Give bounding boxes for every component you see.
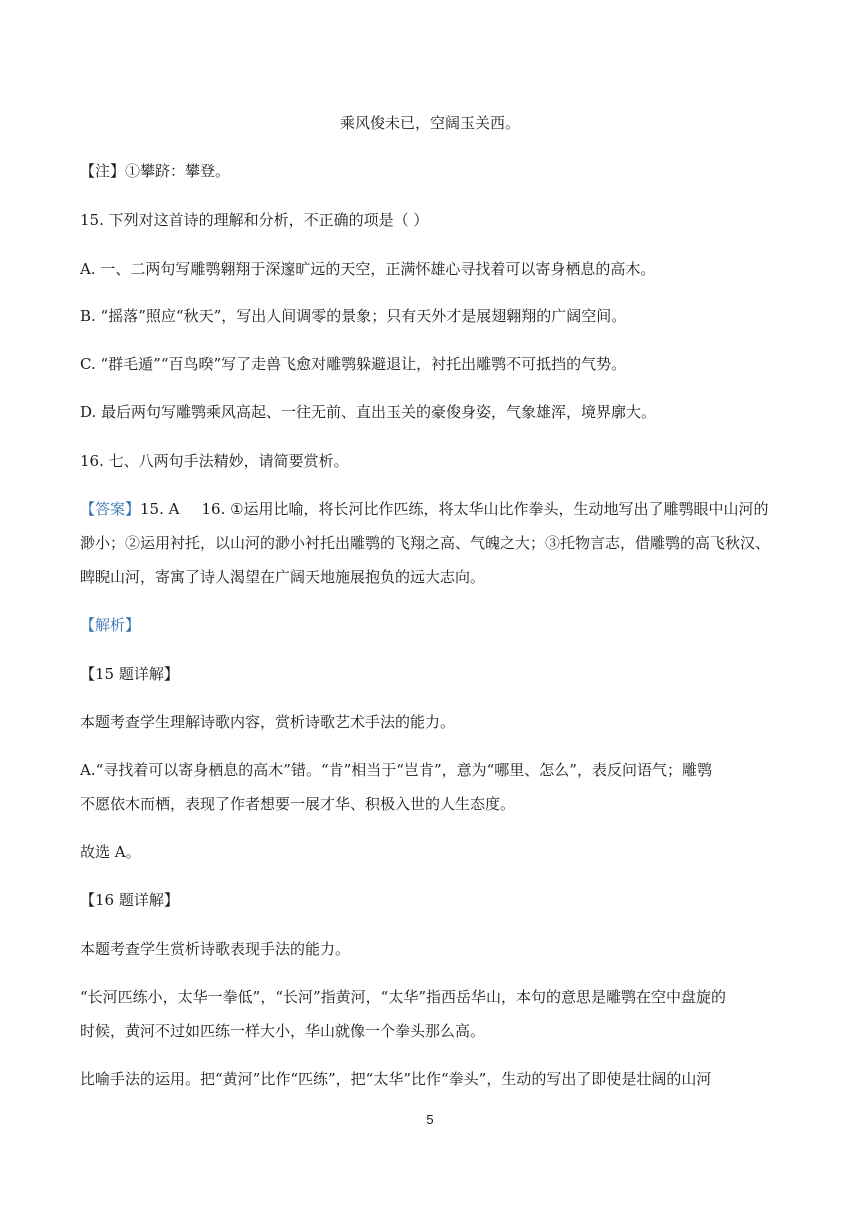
page-number: 5: [426, 1112, 434, 1127]
note: 【注】①攀跻：攀登。: [80, 162, 231, 180]
detail-15-heading: 【15 题详解】: [80, 665, 179, 683]
question-15: 15. 下列对这首诗的理解和分析，不正确的项是（ ）: [80, 211, 429, 229]
detail-16-intro: 本题考查学生赏析诗歌表现手法的能力。: [80, 940, 351, 958]
option-d: D. 最后两句写雕鹗乘风高起、一往无前、直出玉关的豪俊身姿，气象雄浑，境界廓大。: [80, 403, 657, 421]
answer-label: 【答案】: [80, 500, 141, 518]
option-b: B. “摇落”照应“秋天”，写出人间调零的景象；只有天外才是展翅翱翔的广阔空间。: [80, 307, 627, 325]
detail-16-body-3: 比喻手法的运用。把“黄河”比作“匹练”，把“太华”比作“拳头”，生动的写出了即使是壮阔的山河: [80, 1070, 712, 1088]
detail-15-conclusion: 故选 A。: [80, 843, 141, 861]
answer-16-line-2: 渺小；②运用衬托，以山河的渺小衬托出雕鹗的飞翔之高、气魄之大；③托物言志，借雕鹗的高飞秋汉、: [80, 534, 771, 552]
question-16: 16. 七、八两句手法精妙，请简要赏析。: [80, 452, 349, 470]
detail-16-body-2: 时候，黄河不过如匹练一样大小，华山就像一个拳头那么高。: [80, 1022, 486, 1040]
analysis-label: 【解析】: [80, 616, 141, 634]
detail-15-intro: 本题考查学生理解诗歌内容，赏析诗歌艺术手法的能力。: [80, 713, 456, 731]
poem-line: 乘风俊未已，空阔玉关西。: [339, 114, 520, 132]
detail-16-heading: 【16 题详解】: [80, 891, 179, 909]
detail-15-body-1: A.“寻找着可以寄身栖息的高木”错。“肯”相当于“岂肯”，意为“哪里、怎么”，表反问语气；雕鹗: [80, 761, 712, 779]
answer-16-line-1: 16. ①运用比喻，将长河比作匹练，将太华山比作拳头，生动地写出了雕鹗眼中山河的: [201, 500, 769, 518]
option-c: C. “群毛遁”“百鸟暌”写了走兽飞愈对雕鹗躲避退让，衬托出雕鹗不可抵挡的气势。: [80, 355, 627, 373]
answer-15: 15. A: [140, 500, 180, 518]
detail-15-body-2: 不愿依木而栖，表现了作者想要一展才华、积极入世的人生态度。: [80, 795, 516, 813]
detail-16-body-1: “长河匹练小，太华一拳低”，“长河”指黄河，“太华”指西岳华山，本句的意思是雕鹗在空中盘旋的: [80, 988, 727, 1006]
option-a: A. 一、二两句写雕鹗翱翔于深邃旷远的天空，正满怀雄心寻找着可以寄身栖息的高木。: [80, 260, 656, 278]
answer-16-line-3: 睥睨山河，寄寓了诗人渴望在广阔天地施展抱负的远大志向。: [80, 568, 486, 586]
answer-line: [80, 499, 780, 519]
